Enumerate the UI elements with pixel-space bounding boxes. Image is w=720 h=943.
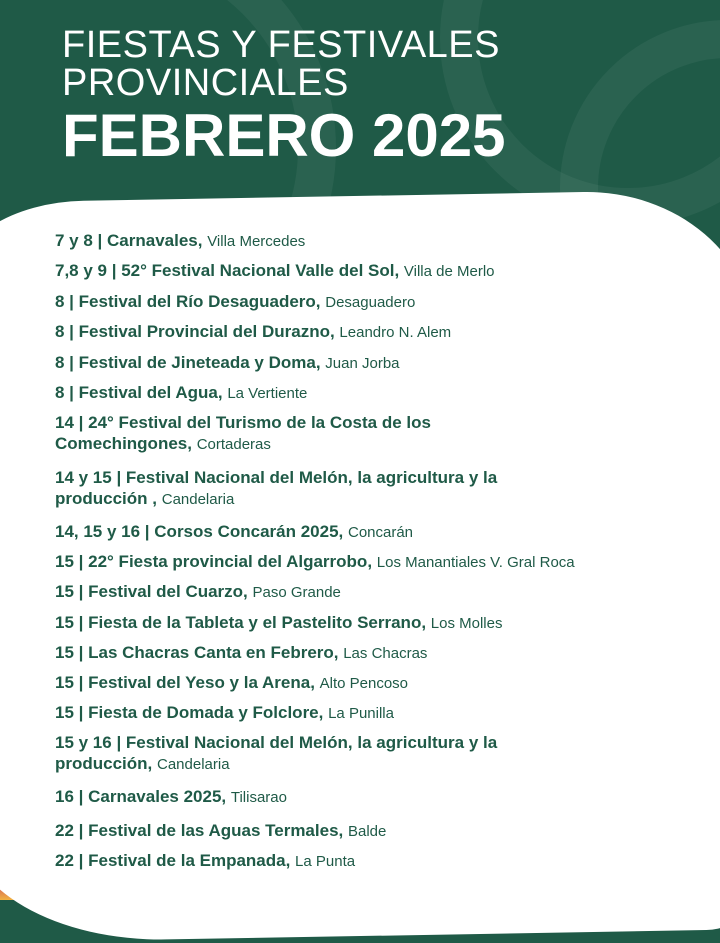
title-line-2: PROVINCIALES <box>62 62 349 104</box>
event-item: 14, 15 y 16 | Corsos Concarán 2025, Concarán <box>55 522 414 541</box>
event-item: 15 y 16 | Festival Nacional del Melón, la agricultura y la producción, Candelaria <box>55 733 498 773</box>
event-item: 22 | Festival de la Empanada, La Punta <box>55 851 356 870</box>
event-item: 15 | 22° Fiesta provincial del Algarrobo, Los Manantiales V. Gral Roca <box>55 552 575 571</box>
title-line-1: FIESTAS Y FESTIVALES <box>62 24 501 66</box>
event-item: 8 | Festival del Río Desaguadero, Desaguadero <box>55 292 416 311</box>
event-item: 8 | Festival de Jineteada y Doma, Juan Jorba <box>55 353 400 372</box>
title-month-year: FEBRERO 2025 <box>62 102 506 169</box>
event-item: 7,8 y 9 | 52° Festival Nacional Valle del Sol, Villa de Merlo <box>55 261 495 280</box>
event-item: 15 | Las Chacras Canta en Febrero, Las Chacras <box>55 643 428 662</box>
event-item: 8 | Festival Provincial del Durazno, Leandro N. Alem <box>55 322 452 341</box>
event-item: 22 | Festival de las Aguas Termales, Balde <box>55 821 387 840</box>
event-item: 15 | Festival del Cuarzo, Paso Grande <box>55 582 341 601</box>
event-item: 14 y 15 | Festival Nacional del Melón, la agricultura y la producción , Candelaria <box>55 468 498 508</box>
event-item: 16 | Carnavales 2025, Tilisarao <box>55 787 287 806</box>
event-item: 8 | Festival del Agua, La Vertiente <box>55 383 308 402</box>
event-item: 14 | 24° Festival del Turismo de la Costa de los Comechingones, Cortaderas <box>55 413 431 453</box>
page-title <box>62 26 506 168</box>
event-item: 15 | Festival del Yeso y la Arena, Alto Pencoso <box>55 673 409 692</box>
event-item: 7 y 8 | Carnavales, Villa Mercedes <box>55 231 306 250</box>
event-item: 15 | Fiesta de Domada y Folclore, La Punilla <box>55 703 394 722</box>
event-item: 15 | Fiesta de la Tableta y el Pastelito Serrano, Los Molles <box>55 613 503 632</box>
